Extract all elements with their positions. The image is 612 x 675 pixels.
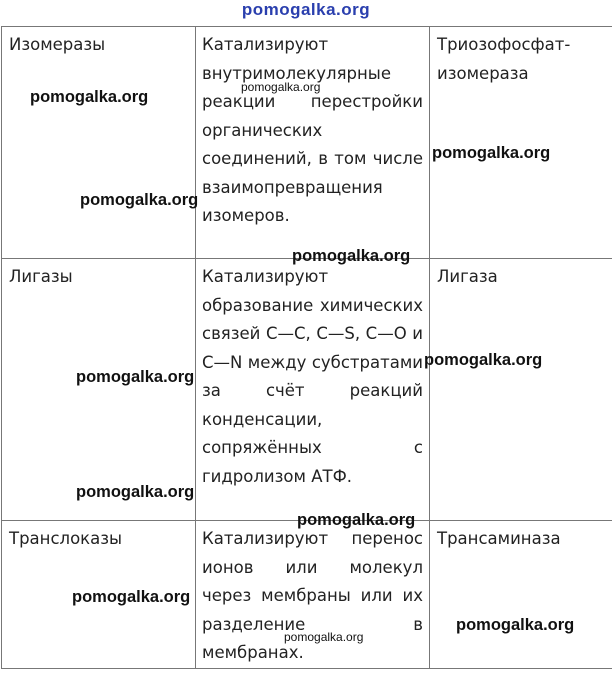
watermark: pomogalka.org <box>30 88 149 106</box>
enzyme-class-name: Транслоказы <box>9 529 123 548</box>
enzyme-class-table <box>1 26 612 669</box>
table-cell <box>2 259 196 521</box>
enzyme-example: Лигаза <box>437 267 498 286</box>
enzyme-example: Триозофосфат-изомераза <box>437 35 571 83</box>
table-cell <box>196 27 430 259</box>
top-watermark: pomogalka.org <box>241 0 371 19</box>
enzyme-class-description: Катализируют внутримолекулярные реакции перестройки органических соединений, в том числе взаимопревращения изомеров. <box>202 35 423 225</box>
watermark: pomogalka.org <box>76 368 195 386</box>
table-row <box>2 27 612 259</box>
enzyme-class-name: Изомеразы <box>9 35 106 54</box>
enzyme-example: Трансаминаза <box>437 529 561 548</box>
table-cell <box>2 27 199 259</box>
watermark: pomogalka.org <box>241 80 321 94</box>
watermark: pomogalka.org <box>424 351 543 369</box>
watermark: pomogalka.org <box>456 616 575 634</box>
watermark: pomogalka.org <box>76 483 195 501</box>
table-cell <box>196 521 430 669</box>
table-row <box>2 259 612 521</box>
watermark: pomogalka.org <box>80 191 199 209</box>
watermark: pomogalka.org <box>292 247 411 265</box>
watermark: pomogalka.org <box>432 144 551 162</box>
table-cell <box>430 521 612 669</box>
table-cell <box>430 259 612 521</box>
watermark: pomogalka.org <box>297 511 416 529</box>
watermark: pomogalka.org <box>284 630 364 644</box>
watermark: pomogalka.org <box>72 588 191 606</box>
enzyme-class-description: Катализируют перенос ионов или молекул через мембраны или их разделение в мембранах. <box>202 529 423 662</box>
enzyme-class-description: Катализируют образование химических связей C—C, C—S, C—O и C—N между субстратами за счёт реакций конденсации, сопряжённых с гидролизом АТФ. <box>202 267 423 486</box>
enzyme-class-name: Лигазы <box>9 267 73 286</box>
table-cell <box>430 27 612 259</box>
table-cell <box>196 259 430 521</box>
